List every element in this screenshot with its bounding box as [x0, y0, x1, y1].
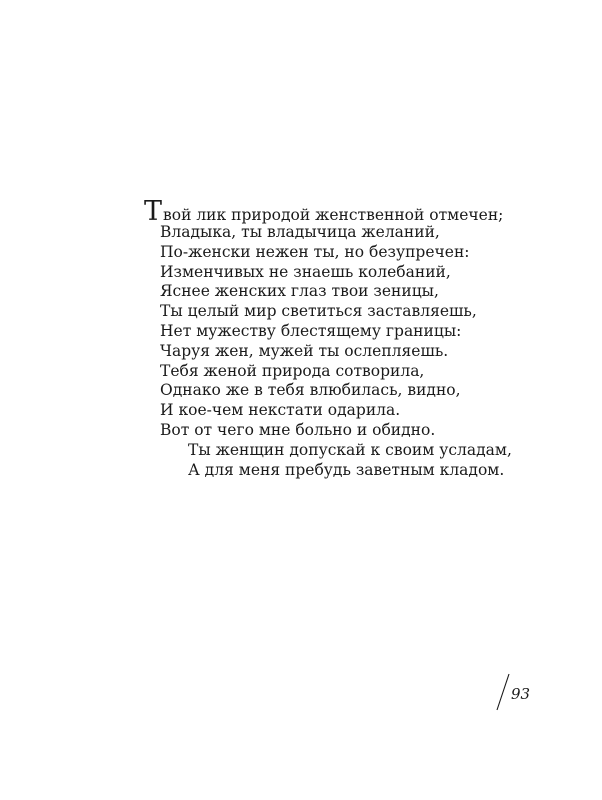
poem-line-3: По-женски нежен ты, но безупречен: [160, 242, 470, 261]
poem-line-8: Чаруя жен, мужей ты ослепляешь. [160, 341, 449, 360]
poem-line-5: Яснее женских глаз твои зеницы, [160, 282, 439, 301]
drop-cap: Т [144, 196, 163, 227]
poem-line-2: Владыка, ты владычица желаний, [160, 223, 440, 241]
poem-line-12: Вот от чего мне больно и обидно. [160, 420, 436, 439]
poem-line-1-text: вой лик природой женственной отмечен; [163, 206, 504, 224]
page-number: 93 [511, 685, 531, 703]
poem [144, 196, 584, 480]
page-number-block [495, 672, 555, 712]
poem-line-7: Нет мужеству блестящему границы: [160, 321, 462, 340]
poem-line-1 [144, 196, 584, 227]
poem-line-10: Однако же в тебя влюбилась, видно, [160, 381, 461, 400]
poem-line-6: Ты целый мир светиться заставляешь, [160, 302, 477, 321]
poem-line-11: И кое-чем некстати одарила. [160, 401, 401, 420]
poem-couplet-line-1: Ты женщин допускай к своим усладам, [188, 440, 512, 459]
poem-line-4: Изменчивых не знаешь колебаний, [160, 262, 451, 281]
poem-line-9: Тебя женой природа сотворила, [160, 361, 425, 380]
poem-couplet-line-2: А для меня пребудь заветным кладом. [188, 460, 505, 479]
